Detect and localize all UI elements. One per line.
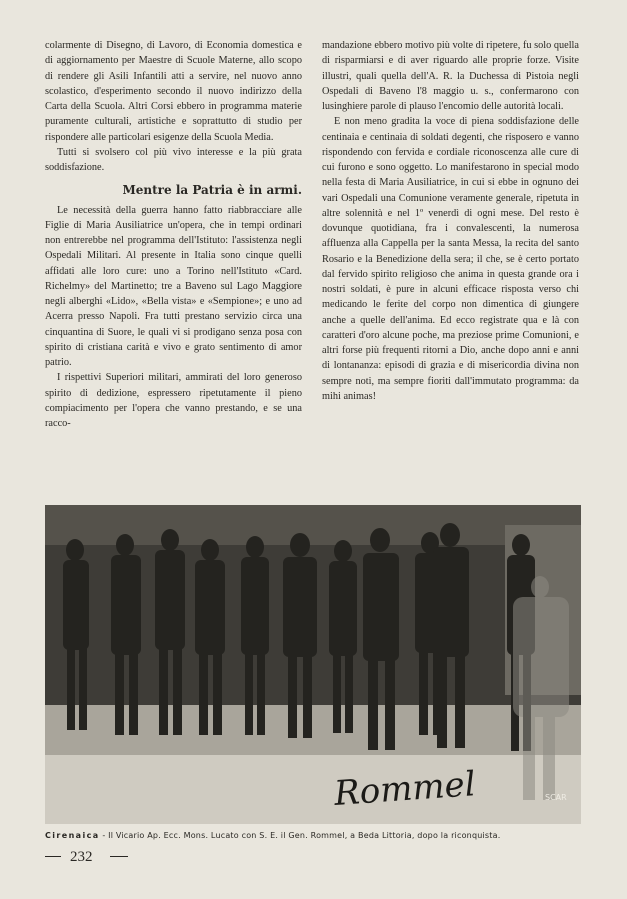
page-number-rule-left <box>45 856 61 857</box>
page-number-rule-right <box>110 856 128 857</box>
group-photograph <box>45 505 581 824</box>
paragraph: I rispettivi Superiori militari, ammirati del loro generoso spirito di dedizione, espressero ripetutamente il pieno compiacimento per l'opera che vanno prestando, e se una racco- <box>45 372 302 429</box>
photographer-stamp: SCAR <box>545 793 567 802</box>
paragraph: mandazione ebbero motivo più volte di ripetere, fu solo quella di risparmiarsi e di aver riguardo alle proprie forze. Visite illustri, quali quella dell'A. R. la Duchessa di Pistoia negli Ospedali di Baveno l'8 maggio u. s., confermarono con lusinghiere parole di plauso l'encomio delle autorità locali. <box>322 40 579 112</box>
page-number: 232 <box>70 849 93 865</box>
signature: Rommel <box>332 764 477 814</box>
caption-place: Cirenaica <box>45 831 100 840</box>
paragraph: E non meno gradita la voce di piena soddisfazione delle centinaia e centinaia di soldati degenti, che risposero e vanno rispondendo con fervida e cordiale riconoscenza alle cure di cui furono e sono oggetto. Lo manifestarono in special modo nella festa di Maria Ausiliatrice, in cui si ebbe in ognuno dei vari Ospedali una Comunione veramente generale, ripetuta in altre solennità e nel 1º venerdì di ogni mese. Del resto è dovunque quotidiana, fra i convalescenti, la numerosa affluenza alla Cappella per la santa Messa, la recita del santo Rosario e la Benedizione della sera; il che, se è certo portato dal fervido spirito religioso che anima in questa grande ora i nostri soldati, è pure in alcuni efficace risposta verso chi medicando le ferite del corpo non dimentica di giungere anche a quelle dell'anima. Ed ecco registrate qua e là con caratteri d'oro alcune poche, ma preziose prime Comunioni, e altri forse più frequenti ritorni a Dio, anche dopo anni e anni di lontananza: episodi di grazia e di misericordia divina non sempre noti, ma sempre fioriti dall'immutato programma: da mihi animas! <box>322 116 579 402</box>
paragraph: Le necessità della guerra hanno fatto riabbracciare alle Figlie di Maria Ausiliatrice un'opera, che in tempi ordinari non entrerebbe nel programma dell'Istituto: l'assistenza negli Ospedali Militari. Al presente in Italia sono cinque quelli affidati alle loro cure: uno a Torino nell'Istituto «Card. Richelmy» del Martinetto; tre a Baveno sul Lago Maggiore negli alberghi «Lido», «Bella vista» e «Sempione»; e uno ad Acerra presso Napoli. Fra tutti prestano servizio circa una cinquantina di Suore, le quali vi si prodigano senza posa con spirito di cristiana carità e vivo e grato sentimento di amor patrio. <box>45 204 302 368</box>
left-column <box>45 38 302 431</box>
photo-caption <box>45 831 605 840</box>
paragraph: Tutti si svolsero col più vivo interesse e la più grata soddisfazione. <box>45 146 302 173</box>
caption-text: - Il Vicario Ap. Ecc. Mons. Lucato con S. E. il Gen. Rommel, a Beda Littoria, dopo la riconquista. <box>102 831 501 840</box>
right-column <box>322 38 579 404</box>
paragraph: colarmente di Disegno, di Lavoro, di Economia domestica e di aggiornamento per Maestre di Scuole Materne, allo scopo di rendere gli Asili Infantili atti a servire, nel nuovo anno scolastico, d'esperimento secondo il nuovo indirizzo della Carta della Scuola. Altri Corsi ebbero in programma materie puramente culturali, artistiche e soprattutto di studio per rispondere alle particolari esigenze della Scuola Media. <box>45 40 302 143</box>
section-heading: Mentre la Patria è in armi. <box>122 183 302 198</box>
photo-scene <box>45 505 581 824</box>
